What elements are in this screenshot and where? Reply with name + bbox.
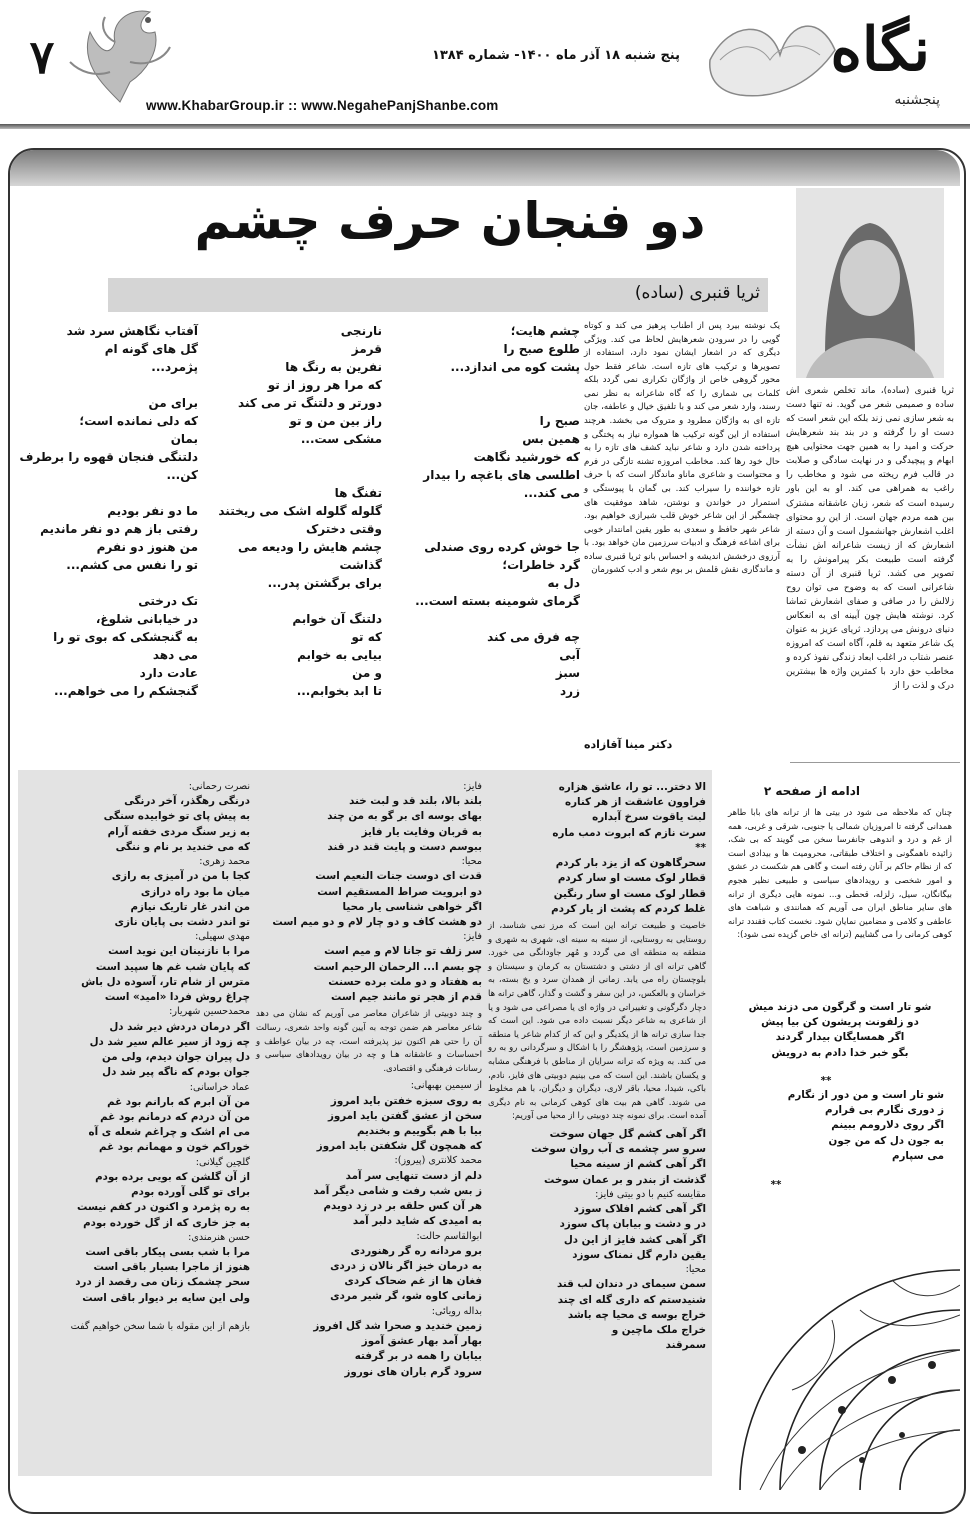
poet-name: بازهم از این مقوله با شما سخن خواهیم گفت (70, 1320, 250, 1332)
poem-line: که خورشید نگاهت (473, 450, 580, 464)
poem-line: می کند... (523, 486, 580, 500)
header-divider (0, 124, 970, 129)
verse-line: سحرگاهون که از یزد بار کردم (555, 857, 706, 870)
verse-line: قطار لوک مست او سار رنگین (553, 887, 706, 900)
verse-line: لبت یاقوت سرخ آبداره (592, 811, 706, 824)
poem-line: گنجشکم را می خواهم... (54, 684, 198, 698)
verse-line: من اندر غار تاریک نیازم (130, 900, 250, 913)
poet-name: فایز: (463, 781, 482, 792)
verse-line: زمانی کاوه شو، گر شیر مردی (330, 1290, 482, 1303)
poet-name: محیا: (461, 856, 482, 868)
poem-line: تا ابد بخوابم... (296, 684, 382, 698)
poem-line: ما دو نفر بودیم (107, 504, 198, 518)
author-bio: ثریا قنبری (ساده)، ماند تخلص شعری اش ساده و صمیمی شعر می گوید. نه تنها دست به شعر سازی نمی زند بلکه این شعر است که دست او را گرفته و در بند بند شعرهایش حرکت و امید را به همین جهت محتوایی هیچ ابهام و پیچیدگی و در نهایت سادگی و صلابت در قالب فرم ریخته می شود و مخاطب را راغب به همراهی می کند. او به این باور رسیده است که شعر، زبان عاشقانه مشترک بین همه مردم جهان است. از این رو محتوای اغلب اشعارش جهانشمول است و آن دسته از اشعارش که از زیست شاعرانه اش نشأت گرفته است طبیعت بکر پیرامونش را به تصویر می کشد. ثریا قنبری از آن دسته شاعرانی است که به وضوح می توان روح زلالش را در صافی و صفای اشعارش تماشا کرد. نوشته هایش چون آیینه ای به انعکاس دنیای درونش می پردازد. ثریای عزیز به عنوان یک شاعر متعهد به قلم، آگاه است که امروزه عنصر شتاب در اغلب ابعاد زندگی نفوذ کرده و مخاطب حق دارد با کمترین واژه ها بیشترین درک و لذت را از (786, 386, 954, 692)
verse-line: چراغ روش فردا «امید» است (104, 991, 250, 1004)
poem-line: اطلسی های باغچه را بیدار (423, 468, 580, 482)
verse-line: ببوسم دست و پایت قند در قند (327, 840, 482, 853)
poet-name: نصرت رحمانی: (188, 781, 250, 792)
verse-line: شنیدستم که داری گله ای چند (557, 1293, 706, 1306)
poem-line: پشت کوه می اندازد... (450, 360, 580, 374)
verse-line: من آن دردم که درمانم بود غم (100, 1110, 250, 1123)
column-separator (790, 762, 960, 763)
poet-name: مقایسه کنیم با دو بیتی فایز: (595, 1188, 706, 1200)
poem-column-3 (18, 322, 198, 700)
poem-line (404, 502, 580, 520)
verse-line: اگر درمان دردش دیر شد دل (109, 1020, 250, 1033)
verse-line: سحر چشمک زنان می رقصد از درد (75, 1276, 250, 1289)
verse-line: ز دوری نگارم بی قرارم (825, 1104, 944, 1117)
poem-line: تفنگ ها (334, 486, 382, 500)
poem-line: جا خوش کرده روی صندلی (424, 540, 580, 554)
verse-line: سمرقند (665, 1339, 706, 1352)
verse-line: به درمان خیز اگر نالان ز دردی (330, 1260, 482, 1273)
poet-name: محمد کلانتری (پیروز): (394, 1155, 482, 1167)
poem-line: رفتی باز هم دو نفر ماندیم (40, 522, 198, 536)
poem-column-2 (206, 322, 382, 700)
poem-line: بمان (170, 432, 198, 446)
verse-line: قطار لوک مست او سار کردم (557, 872, 706, 885)
verse-line: شو تار است و من دور از نگارم (787, 1089, 944, 1101)
verse-line: مرا با شب بسی پیکار باقی است (85, 1245, 250, 1258)
poem-line: چه فرق می کند (487, 630, 580, 644)
verse-line: خراج ملک ماچین و (611, 1323, 706, 1336)
poem-line: و من (352, 666, 382, 680)
poem-line: گل های گونه ام (104, 342, 198, 356)
verse-line: هر آن کس حلقه بر در زد دویدم (323, 1200, 482, 1213)
verse-line: الا دختر... تو را، عاشق هزاره (558, 781, 706, 793)
poem-line: راز بین من و تو (289, 414, 382, 428)
verse-line: سرت نازم که ابروت دمب ماره (552, 826, 706, 839)
poem-line: نارنجی (340, 324, 382, 338)
article-byline: ثریا قنبری (ساده) (634, 283, 760, 303)
verse-line: اگر خواهی شناسی یار محیا (342, 900, 482, 913)
verse-line: بلند بالا، بلند قد و لبت خند (349, 795, 482, 808)
verse-line: درنگی رهگذر، آخر درنگی (124, 795, 250, 808)
poem-line: کن... (166, 468, 198, 482)
verse-line: در و دشت و بیابان پاک سوزد (559, 1218, 706, 1231)
poem-line: پژمرد... (151, 360, 198, 374)
verse-line: ولی این سایه بر دیوار باقی است (82, 1291, 250, 1304)
poet-name: حسن هنرمندی: (188, 1231, 250, 1243)
poem-line: می دهد (152, 648, 198, 662)
verse-line: سرود گرم باران های نوروز (344, 1365, 482, 1378)
poem-line: عادت دارد (139, 666, 198, 680)
verse-line: کجا با من در آمیزی به رازی (111, 870, 250, 883)
verse-line: خراج بوسه ی محیا چه باشد (567, 1308, 706, 1321)
verse-line: که همچون گل شکفتن باید امروز (316, 1140, 482, 1153)
poem-line: مشکی ست... (300, 432, 382, 446)
verse-line: به هفتاد و دو ملت برده حسنت (328, 975, 482, 988)
poet-name: از سیمین بهبهانی: (410, 1080, 482, 1092)
verse-line: ** (695, 841, 706, 854)
verse-line: ز بس شب رفت و شامی دیگر آمد (313, 1184, 482, 1197)
verse-line: قدم از هجر تو مانند جیم است (330, 991, 482, 1004)
article-headline: دو فنجان حرف چشم (194, 192, 706, 250)
verse-line: هنوز از ماجرا بسیار باقی است (93, 1261, 250, 1274)
poem-line: برای برگشتن پدر... (267, 576, 382, 590)
page-number: ۷ (29, 30, 55, 84)
poet-name: عماد خراسانی: (189, 1081, 250, 1093)
phoenix-logo-icon (60, 2, 180, 110)
poem-line (404, 610, 580, 628)
poem-line: چشم هایت؛ (510, 324, 580, 338)
lower-column-a (488, 780, 706, 1353)
poem-line (206, 592, 382, 610)
verse-line: چو بسم ا... الرحمان الرحیم است (313, 960, 482, 973)
poem-line: تک درختی (138, 594, 198, 608)
poem-line: آبی (559, 648, 580, 662)
masthead-title: نگاه (830, 15, 930, 85)
poem-line: چشم هایش را ودیعه می (237, 540, 382, 554)
poet-name: گلچین گیلانی: (195, 1156, 250, 1168)
poem-line (206, 466, 382, 484)
poem-line: که دلی نمانده است؛ (79, 414, 198, 428)
verse-line: برو مردانه ره گر رهنوردی (350, 1244, 482, 1257)
verse-line: فراوون عاشقت از هر کناره (564, 796, 706, 809)
verse-line: دل پیران جوان دیدم، ولی من (101, 1051, 250, 1064)
continuation-stars-2: ** (770, 1179, 782, 1191)
poem-line: دلتنگی فنجان قهوه را برطرف (19, 450, 198, 464)
poet-name: فایز: (463, 931, 482, 943)
poem-line (206, 448, 382, 466)
continuation-verses-1 (736, 1000, 944, 1061)
verse-line: دو هشت کاف و دو چار لام و دو میم است (272, 916, 482, 929)
verse-line: برای تو گلی آورده بودم (131, 1186, 250, 1199)
poem-line: که مرا هر روز از تو (267, 378, 382, 392)
prose-paragraph: خاصیت و طبیعت ترانه این است که مرز نمی شناسد، از روستایی به روستایی، از سینه به سینه ای، شهری به شهری و منطقه به منطقه ای می گردد و مُهر جاودانگی می خورد. گاهی ترانه ای از دشتی و دشتستان به کرمان و سیستان و بلوچستان راه می یابد. زمانی از همدان سرد و یخ بسته، به خراسان و بالعکس، در این سفر و گشت و گذار، گاهی ترانه ها دچار دگرگونی و تغییراتی در واژه ای یا مصراعی می شود و یا از شاعری به شاعر دیگر نسبت داده می شود. این است که جدا سازی ترانه ها از یکدیگر و این که از کدام شاعر یا منطقه و سرزمین است، پژوهشگر را با اشکال و سرگردانی رو به رو می کند. به ویژه که ترانه سرایان از مناطق با فرهنگی مشابه و یکسان باشند. این است که می بینیم دوبیتی های فایز، نادم، باکی، شیدا، محیا، باقر لاری، دیگران و دیگران، با هم مخلوط می شوند. گاهی هم بیت های کوهی کرمانی به نام دیگری آمده است. برای نمونه چند دوبیتی را از محیا می آوریم: (488, 921, 706, 1122)
poem-line: دورتر و دلتنگ تر می کند (238, 396, 382, 410)
poem-line: تو را نفس می کشم... (66, 558, 198, 572)
verse-line: سر زلف تو جانا لام و میم است (324, 945, 482, 958)
poem-line: دل به (547, 576, 580, 590)
poem-line: سبز (555, 666, 580, 680)
verse-line: بهای بوسه ای بر گو به من چند (327, 810, 482, 823)
verse-line: سمن سیمای در دندان لب قند (556, 1278, 706, 1291)
verse-line: که پایان شب غم ها سپید است (95, 960, 250, 973)
verse-line: گذشت از بندر و بر عمان سوخت (543, 1173, 706, 1186)
verse-line: اگر آهی کشم از سینه محیا (570, 1158, 706, 1171)
verse-line: بهار آمد بهار عشق آموز (361, 1335, 482, 1348)
lower-column-b (256, 780, 482, 1380)
poem-line (18, 376, 198, 394)
poet-name: محیا: (685, 1264, 706, 1276)
author-signature: دکتر مینا آقازاده (584, 738, 673, 751)
verse-line: به پیش پای تو خوابیده سنگی (103, 810, 250, 823)
verse-line: اگر آهی کشد فایز از این دل (563, 1233, 706, 1246)
lower-column-c (36, 780, 250, 1334)
poet-name: ابوالقاسم حالت: (416, 1230, 482, 1242)
poem-line: گذاشت (339, 558, 382, 572)
verse-line: اگر همسایگان بیدار گردند (775, 1031, 905, 1044)
verse-line: غلط کردم که پشت از یار کردم (551, 902, 706, 915)
website-links[interactable]: www.KhabarGroup.ir :: www.NegahePanjShanbe.com (146, 98, 499, 113)
verse-line: شو تار است و گرگون می دزند میش (748, 1001, 932, 1013)
verse-line: از آن گلشن که بویی برده بودم (95, 1170, 250, 1183)
masthead-subtitle: پنجشنبه (894, 92, 940, 108)
verse-line: بیابان را همه در بر گرفته (354, 1350, 482, 1363)
poem-line: که تو (351, 630, 382, 644)
poem-line: گلوله گلوله اشک می ریختند (218, 504, 382, 518)
verse-line: قدت ای دوست جنات النعیم است (315, 870, 482, 883)
verse-line: تو اندر دشت بی پایان نازی (114, 916, 250, 929)
verse-line: یقین دارم گل نمناک سوزد (572, 1248, 706, 1261)
poem-line (18, 484, 198, 502)
poem-line: دلتنگ آن خوابم (292, 612, 382, 626)
verse-line: اگر روی دلارومم ببینم (831, 1119, 944, 1132)
verse-line: به زیر سنگ مردی خفته آرام (107, 825, 250, 838)
poet-name: مهدی سهیلی: (195, 931, 250, 943)
poem-line (404, 376, 580, 394)
poet-name: بداله رویائی: (431, 1305, 482, 1317)
verse-line: جوان بودم که ناگه پیر شد دل (102, 1066, 250, 1079)
verse-line: سخن از عشق گفتن باید امروز (327, 1109, 482, 1122)
poem-line: قرمز (351, 342, 382, 356)
verse-line: میان ما بود راه درازی (140, 885, 250, 898)
verse-line: به روی سبزه خفتن باید امروز (330, 1094, 482, 1107)
masthead-logo (700, 0, 960, 118)
intro-text: یک نوشته بیرد پس از اطناب پرهیز می کند و کوتاه گویی را در سرودن شعرهایش لحاظ می کند. ویژگی دیگری که در اشعار ایشان نمود دارد، استفاده از تصویرها و ترکیب های تازه است. شاعر فقط حول محور گروهی خاص از واژگان تکراری نمی گردد بلکه کلمات بی شماری را که گاه شاعرانه به نظر نمی رسند، وارد شعر می کند و با تلفیق خیال و عاطفه، جان تازه ای به واژگان مطرود و متروک می بخشد. هرچند استفاده از این گونه ترکیب ها همواره نیاز به پختگی و پرداخته شدن دارد و شاعر نباید کشف های تازه را به حال خود رها کند. مخاطب امروزه تشنه تازگی در فرم و محتواست و شاعری ماناو ماندگار است که با حرف تازه خواننده را سیراب کند. بی گمان با پیوستگی و استمرار در خواندن و نوشتن، شاهد موفقیت های چشمگیر از این شاعر خوش قلب شیرازی خواهیم بود. شاعر شهر حافظ و سعدی به طور یقین امانتدار خوبی برای اشاعه فرهنگ و ادبیات سرزمین مان خواهد بود. با آرزوی درخشش اندیشه و احساس بانو ثریا قنبری ساده و ماندگاری نقش قلمش بر بوم شعر و ادب کشورمان (584, 321, 780, 576)
verse-line: چه زود از سیر عالم سیر شد دل (89, 1035, 250, 1048)
verse-line: سرو سر چشمه ی آب روان سوخت (531, 1143, 706, 1156)
verse-line: من آن ابرم که بارانم بود غم (107, 1095, 250, 1108)
continuation-stars-1: ** (820, 1075, 832, 1087)
continuation-title: ادامه از صفحه ۲ (763, 784, 860, 798)
poem-line: برای من (148, 396, 198, 410)
poet-name: محمد زهری: (199, 856, 250, 868)
poem-line: گرمای شومینه بسته است... (415, 594, 580, 608)
verse-line: به قربان وفایت یار فایز (361, 825, 482, 838)
poem-line (404, 394, 580, 412)
decorative-mandala-icon (732, 1190, 960, 1490)
poem-line: بیایی به خوابم (297, 648, 382, 662)
verse-line: فغان ها از غم ضحاک کردی (344, 1275, 482, 1288)
poem-line: در خیابانی شلوغ، (95, 612, 198, 626)
spacer (36, 1306, 250, 1320)
poem-line: زرد (560, 684, 580, 698)
verse-line: که می خندید بر نام و ننگی (115, 840, 250, 853)
verse-line: به جز خاری که از گل خورده بودم (83, 1216, 250, 1229)
verse-line: می ام اشک و چراغم شعله ی آه (88, 1126, 250, 1139)
verse-line: دو زلفونت پریشون کن بیا پیش (761, 1016, 919, 1029)
verse-line: مرا با نازنینان این نوید است (108, 945, 250, 958)
continuation-body: چنان که ملاحظه می شود در بیتی ها از ترانه های بابا طاهر همدانی گرفته تا امروزیان شمالی یا جنوبی، شرقی و غربی، همه از غم و درد و اندوهی جانفرسا سخن می گویند که بی شک، زائیده ناهمگونی و اختلاف طبقاتی، محرومیت ها و بیدادی است که از نظام حاکم بر آنان رفته است و گاهی هم شکست در عشق و امور شخصی و رویدادهای سیاسی و طبیعی نظیر هجوم بیگانگان، سیل، زلزله، قحطی و... نمونه هایی دیگری از ترانه های سایر مناطق ایران می آوریم که همانندی و شباهت های عاطفی و کلامی و مضامین نمایان شود. نخست کتاب فقندد ترانه کوهی کرمانی را می گشاییم (ترانه ای خاص گزیده نمی شود): (728, 807, 952, 940)
poem-line: گرد خاطرات؛ (502, 558, 580, 572)
issue-dateline: پنج شنبه ۱۸ آذر ماه ۱۴۰۰- شماره ۱۳۸۴ (431, 48, 680, 63)
poem-line (18, 574, 198, 592)
poem-line: همین بس (522, 432, 580, 446)
poem-column-1 (404, 322, 580, 700)
poem-line: من هنوز دو نفرم (96, 540, 198, 554)
poem-line (404, 520, 580, 538)
verse-line: دلم از دست تنهایی سر آمد (345, 1169, 482, 1182)
verse-line: بگو خبر خدا دادم به درویش (771, 1046, 909, 1059)
poet-name: محمدحسین شهریار: (169, 1006, 250, 1018)
verse-line: بیا با هم بگوییم و بخندیم (356, 1125, 482, 1137)
verse-line: به جون دل که من جون (828, 1134, 944, 1147)
verse-line: زمین خندید و صحرا شد گل افروز (313, 1319, 482, 1332)
card-top-strip (10, 150, 960, 186)
verse-line: خوراکم خون و مهمانم بود غم (99, 1141, 250, 1154)
prose-paragraph: و چند دوبیتی از شاعران معاصر می آوریم که نشان می دهد شاعر معاصر هم ضمن توجه به آیین گونه واحد شعری، رسالت آن را حتی هم اکنون نیز پذیرفته است، چه در بیان عواطف و احساسات و عاشقانه هـا و چه در بیان رویدادهای سیاسی و رسانات فرهنگی و اقتصادی. (256, 1009, 482, 1074)
poem-line: نفرین به رنگ ها (285, 360, 382, 374)
continuation-verses-2 (736, 1088, 944, 1164)
verse-line: اگر آهی کشم گل جهان سوخت (549, 1128, 706, 1141)
verse-line: به ره پژمرد و اکنون در کفم نیست (76, 1201, 250, 1214)
verse-line: مترس از شام تار، آسوده دل باش (81, 975, 250, 988)
verse-line: دو ابرویت صراط المستقیم است (317, 885, 482, 898)
verse-line: اگر آهی کشم افلاک سوزد (573, 1203, 706, 1216)
author-portrait (796, 188, 944, 378)
poem-line: صبح را (539, 414, 580, 428)
poem-line: طلوع صبح را (503, 342, 580, 356)
verse-line: می سپارم (891, 1149, 944, 1162)
poem-line: آفتاب نگاهش سرد شد (66, 324, 198, 338)
poem-line: وقتی دخترک (306, 522, 382, 536)
poem-line: به گنجشکی که بوی تو را (53, 630, 198, 644)
verse-line: به امیدی که شاید دلبر آمد (352, 1215, 482, 1228)
